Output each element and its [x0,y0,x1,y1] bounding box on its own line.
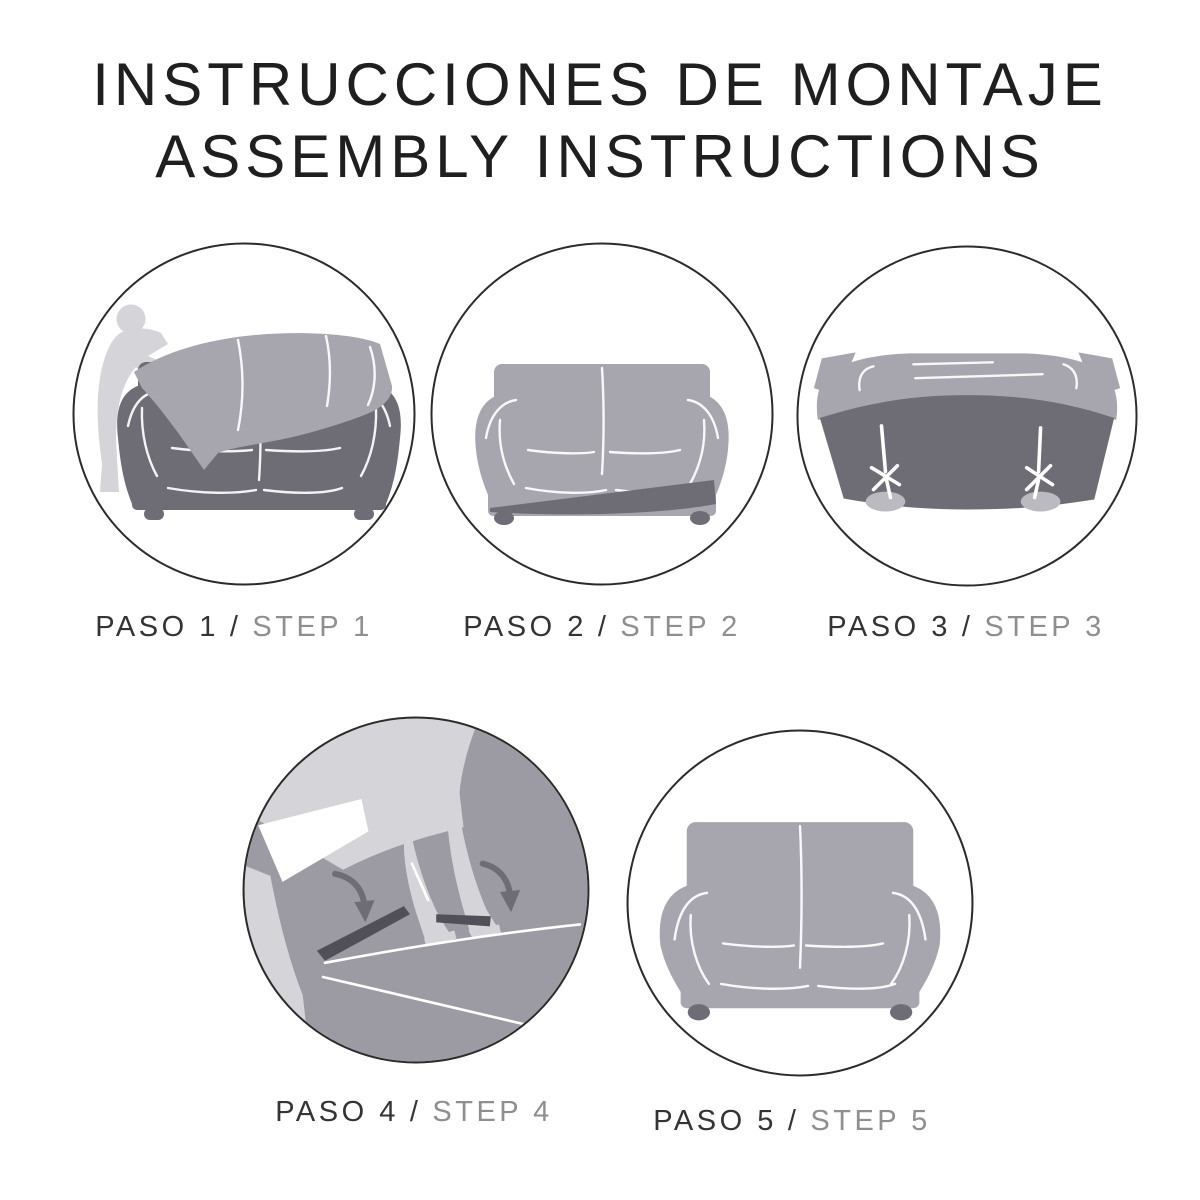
step-1-label-paso: PASO 1 [95,611,219,643]
sofa-foot-icon [890,1004,912,1020]
step-3-label [827,611,1105,644]
step-1-label [95,611,373,644]
step-5-label [653,1105,931,1138]
step-2-label-step: STEP 2 [620,611,741,643]
step-4-label-separator: / [409,1096,422,1128]
step-3-label-separator: / [961,611,974,643]
page-title-english: ASSEMBLY INSTRUCTIONS [155,123,1045,190]
covered-sofa-icon [660,822,941,1020]
step-5-illustration [624,727,976,1079]
step-5-label-separator: / [787,1105,800,1137]
step-4-label-step: STEP 4 [432,1096,553,1128]
sofa-foot-icon [1021,492,1061,512]
sofa-foot-icon [688,1004,710,1020]
sofa-bottom-panel-icon [820,395,1114,509]
step-1-label-separator: / [229,611,242,643]
step-5-label-step: STEP 5 [810,1105,931,1137]
sofa-foot-icon [494,511,514,525]
person-draping-cover-over-sofa-icon [70,240,418,588]
sofa-foot-icon [690,511,710,525]
step-2-label [463,611,741,644]
step-3-label-paso: PASO 3 [827,611,951,643]
step-2-label-separator: / [597,611,610,643]
step-4-illustration [240,714,592,1066]
sofa-foot-icon [866,492,906,512]
cover-pulled-down-sofa-icon [428,240,776,588]
step-3-label-step: STEP 3 [984,611,1105,643]
page-title-spanish: INSTRUCCIONES DE MONTAJE [92,51,1108,118]
step-1-illustration [70,240,418,588]
finished-covered-sofa-icon [624,727,976,1079]
hands-tucking-fabric-icon [240,714,592,1066]
step-3-illustration [794,243,1140,589]
step-1-label-step: STEP 1 [252,611,373,643]
step-2-illustration [428,240,776,588]
step-2-label-paso: PASO 2 [463,611,587,643]
step-4-label-paso: PASO 4 [275,1096,399,1128]
step-5-label-paso: PASO 5 [653,1105,777,1137]
step-4-label [275,1096,553,1129]
upside-down-sofa-ties-icon [794,243,1140,589]
